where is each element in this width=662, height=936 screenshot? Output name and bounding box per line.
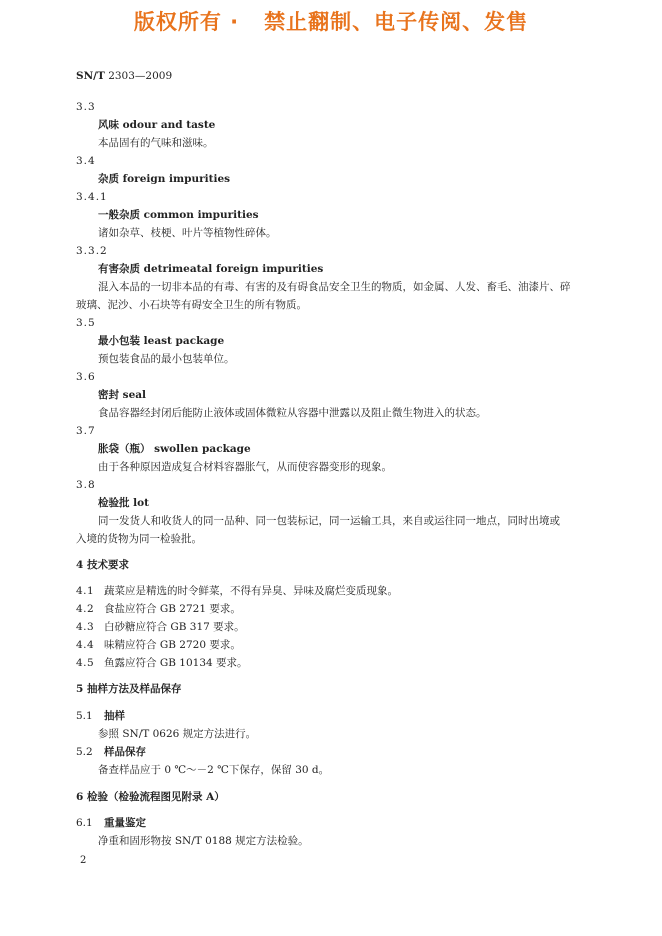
term-heading: 有害杂质 detrimeatal foreign impurities [98,263,324,275]
clause-number: 3.6 [76,371,96,383]
subsection-text: 参照 SN/T 0626 规定方法进行。 [98,728,257,740]
term-definition-continued: 入境的货物为同一检验批。 [76,533,202,545]
clause-number: 3.7 [76,425,96,437]
item-text: 食盐应符合 GB 2721 要求。 [104,603,241,615]
requirement-item [76,585,398,597]
clause-number: 3.8 [76,479,96,491]
requirement-item [76,603,241,615]
subsection-title: 样品保存 [104,746,146,758]
term-heading: 胀袋（瓶） swollen package [98,443,251,455]
subsection-number: 5.2 [76,746,93,758]
clause-number: 3.4 [76,155,96,167]
item-number: 4.3 [76,621,95,633]
item-number: 4.4 [76,639,95,651]
subsection-heading [76,817,146,829]
term-definition: 混入本品的一切非本品的有毒、有害的及有碍食品安全卫生的物质，如金属、人发、畜毛、油漆片、碎 [98,281,571,293]
term-heading: 密封 seal [98,389,147,401]
term-heading: 杂质 foreign impurities [98,173,231,185]
clause-number: 3.3 [76,101,96,113]
item-text: 鱼露应符合 GB 10134 要求。 [104,657,248,669]
term-definition: 诸如杂草、枝梗、叶片等植物性碎体。 [98,227,277,239]
page-number: 2 [80,855,87,866]
section-heading: 4 技术要求 [76,559,129,571]
subsection-title: 重量鉴定 [104,817,146,829]
clause-number: 3.5 [76,317,96,329]
term-heading: 风味 odour and taste [98,119,216,131]
subsection-number: 5.1 [76,710,93,722]
requirement-item [76,657,248,669]
section-heading: 5 抽样方法及样品保存 [76,683,182,695]
subsection-text: 净重和固形物按 SN/T 0188 规定方法检验。 [98,835,309,847]
item-number: 4.2 [76,603,95,615]
term-definition: 预包装食品的最小包装单位。 [98,353,235,365]
term-definition-continued: 玻璃、泥沙、小石块等有碍安全卫生的所有物质。 [76,299,307,311]
subsection-text: 备查样品应于 0 ℃～－2 ℃下保存，保留 30 d。 [98,764,330,776]
term-heading: 检验批 lot [98,497,149,509]
subsection-heading [76,746,146,758]
term-definition: 本品固有的气味和滋味。 [98,137,214,149]
item-text: 味精应符合 GB 2720 要求。 [104,639,241,651]
term-heading: 一般杂质 common impurities [98,209,259,221]
subsection-heading [76,710,125,722]
item-number: 4.5 [76,657,95,669]
item-number: 4.1 [76,585,95,597]
item-text: 白砂糖应符合 GB 317 要求。 [104,621,245,633]
clause-number: 3.4.1 [76,191,108,203]
clause-number: 3.3.2 [76,245,108,257]
term-definition: 食品容器经封闭后能防止液体或固体微粒从容器中泄露以及阻止微生物进入的状态。 [98,407,487,419]
copyright-banner: 版权所有 · 禁止翻制、电子传阅、发售 [133,10,529,34]
term-heading: 最小包装 least package [98,335,225,347]
requirement-item [76,621,245,633]
standard-header [76,70,172,82]
subsection-number: 6.1 [76,817,93,829]
standard-number: 2303—2009 [108,70,173,82]
term-definition: 同一发货人和收货人的同一品种、同一包装标记，同一运输工具，来自或运往同一地点，同时出境或 [98,515,560,527]
standard-code: SN/T [76,70,105,82]
requirement-item [76,639,241,651]
item-text: 蔬菜应是精选的时令鲜菜，不得有异臭、异味及腐烂变质现象。 [104,585,398,597]
subsection-title: 抽样 [104,710,125,722]
term-definition: 由于各种原因造成复合材料容器胀气，从而使容器变形的现象。 [98,461,392,473]
section-heading: 6 检验（检验流程图见附录 A） [76,791,225,803]
